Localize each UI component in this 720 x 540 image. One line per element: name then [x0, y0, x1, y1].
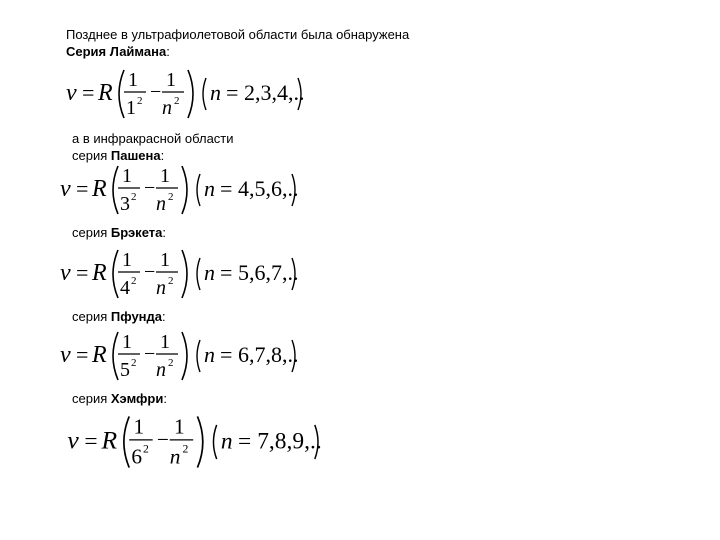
- intro-text: [66, 26, 409, 60]
- formula-minus: −: [144, 343, 156, 365]
- formula-values: 2,3,4,..: [244, 80, 305, 105]
- left-paren-big: [119, 70, 124, 118]
- left-paren: [213, 425, 216, 459]
- right-paren-big: [197, 416, 202, 467]
- left-paren-big: [113, 166, 118, 214]
- formula-R: R: [92, 260, 107, 286]
- formula-n-exp: 2: [168, 357, 174, 369]
- humphreys-series-name: Хэмфри: [110, 391, 164, 406]
- left-paren-big: [113, 250, 118, 298]
- formula-equals: =: [82, 80, 95, 105]
- left-paren-big: [113, 332, 118, 380]
- paschen-intro: [72, 130, 234, 164]
- formula-num2: 1: [166, 69, 176, 91]
- formula-minus: −: [144, 261, 156, 283]
- formula-num1: 1: [122, 165, 132, 187]
- lyman-series-name: Серия Лаймана: [66, 44, 167, 59]
- paschen-colon: :: [160, 148, 165, 163]
- lyman-formula: [66, 64, 326, 124]
- left-paren: [203, 78, 206, 110]
- formula-n-var: n: [204, 176, 215, 201]
- formula-nu: ν: [60, 260, 71, 286]
- formula-n-exp: 2: [168, 275, 174, 287]
- right-paren-big: [182, 166, 187, 214]
- formula-den-exp: 2: [131, 191, 137, 203]
- formula-n: n: [156, 277, 166, 299]
- formula-den-base: 4: [120, 277, 130, 299]
- formula-n-var: n: [204, 260, 215, 285]
- formula-n-var: n: [204, 342, 215, 367]
- formula-num1: 1: [133, 414, 145, 439]
- paschen-series-name: Пашена: [110, 148, 161, 163]
- formula-R: R: [98, 80, 113, 106]
- formula-minus: −: [144, 177, 156, 199]
- pfund-prefix: серия: [72, 309, 108, 324]
- brackett-formula: [60, 244, 320, 304]
- formula-num1: 1: [122, 249, 132, 271]
- right-paren-big: [182, 332, 187, 380]
- formula-eq2: =: [226, 80, 239, 105]
- formula-den-exp: 2: [131, 275, 137, 287]
- formula-n-exp: 2: [174, 95, 180, 107]
- formula-equals: =: [84, 428, 98, 455]
- paschen-prefix: серия: [72, 148, 108, 163]
- formula-values: 6,7,8,..: [238, 342, 299, 367]
- formula-R: R: [92, 176, 107, 202]
- left-paren: [197, 258, 200, 290]
- lyman-label: [66, 43, 409, 60]
- formula-num1: 1: [128, 69, 138, 91]
- paschen-formula: [60, 160, 320, 220]
- formula-den-exp: 2: [137, 95, 143, 107]
- formula-den-base: 1: [126, 97, 136, 119]
- formula-num2: 1: [160, 249, 170, 271]
- formula-nu: ν: [60, 176, 71, 202]
- formula-nu: ν: [66, 80, 77, 106]
- formula-equals: =: [76, 260, 89, 285]
- formula-eq2: =: [220, 260, 233, 285]
- formula-num2: 1: [160, 331, 170, 353]
- formula-n: n: [156, 359, 166, 381]
- right-paren-big: [188, 70, 193, 118]
- formula-values: 5,6,7,..: [238, 260, 299, 285]
- pfund-label: [72, 308, 166, 325]
- formula-n: n: [169, 444, 181, 469]
- formula-den-exp: 2: [131, 357, 137, 369]
- formula-nu: ν: [60, 342, 71, 368]
- formula-n-var: n: [220, 428, 233, 455]
- right-paren-big: [182, 250, 187, 298]
- formula-num1: 1: [122, 331, 132, 353]
- intro-line: Позднее в ультрафиолетовой области была обнаружена: [66, 27, 410, 42]
- formula-minus: −: [150, 81, 162, 103]
- formula-n-exp: 2: [168, 191, 174, 203]
- formula-equals: =: [76, 176, 89, 201]
- formula-n-var: n: [210, 80, 221, 105]
- formula-den-base: 5: [120, 359, 130, 381]
- lyman-colon: :: [166, 44, 170, 59]
- pfund-formula: [60, 326, 320, 386]
- left-paren-big: [124, 416, 129, 467]
- formula-num2: 1: [174, 414, 185, 439]
- formula-minus: −: [156, 427, 169, 452]
- pfund-colon: :: [162, 309, 166, 324]
- humphreys-label: [72, 390, 167, 407]
- formula-den-base: 3: [120, 193, 130, 215]
- formula-values: 4,5,6,..: [238, 176, 299, 201]
- formula-eq2: =: [220, 342, 233, 367]
- pfund-series-name: Пфунда: [110, 309, 163, 324]
- formula-n-exp: 2: [182, 442, 189, 456]
- left-paren: [197, 340, 200, 372]
- formula-equals: =: [76, 342, 89, 367]
- formula-num2: 1: [160, 165, 170, 187]
- formula-den-exp: 2: [143, 442, 149, 456]
- humphreys-prefix: серия: [72, 391, 108, 406]
- formula-R: R: [92, 342, 107, 368]
- left-paren: [197, 174, 200, 206]
- formula-n: n: [162, 97, 172, 119]
- brackett-colon: :: [162, 225, 166, 240]
- brackett-label: [72, 224, 166, 241]
- brackett-prefix: серия: [72, 225, 108, 240]
- paschen-intro-line: а в инфракрасной области: [72, 131, 234, 146]
- formula-values: 7,8,9,..: [257, 428, 322, 455]
- formula-R: R: [101, 425, 118, 455]
- formula-den-base: 6: [131, 444, 143, 469]
- formula-eq2: =: [220, 176, 233, 201]
- brackett-series-name: Брэкета: [110, 225, 163, 240]
- humphreys-colon: :: [163, 391, 167, 406]
- formula-n: n: [156, 193, 166, 215]
- formula-eq2: =: [238, 428, 252, 455]
- humphreys-formula: [66, 410, 346, 474]
- formula-nu: ν: [67, 425, 79, 455]
